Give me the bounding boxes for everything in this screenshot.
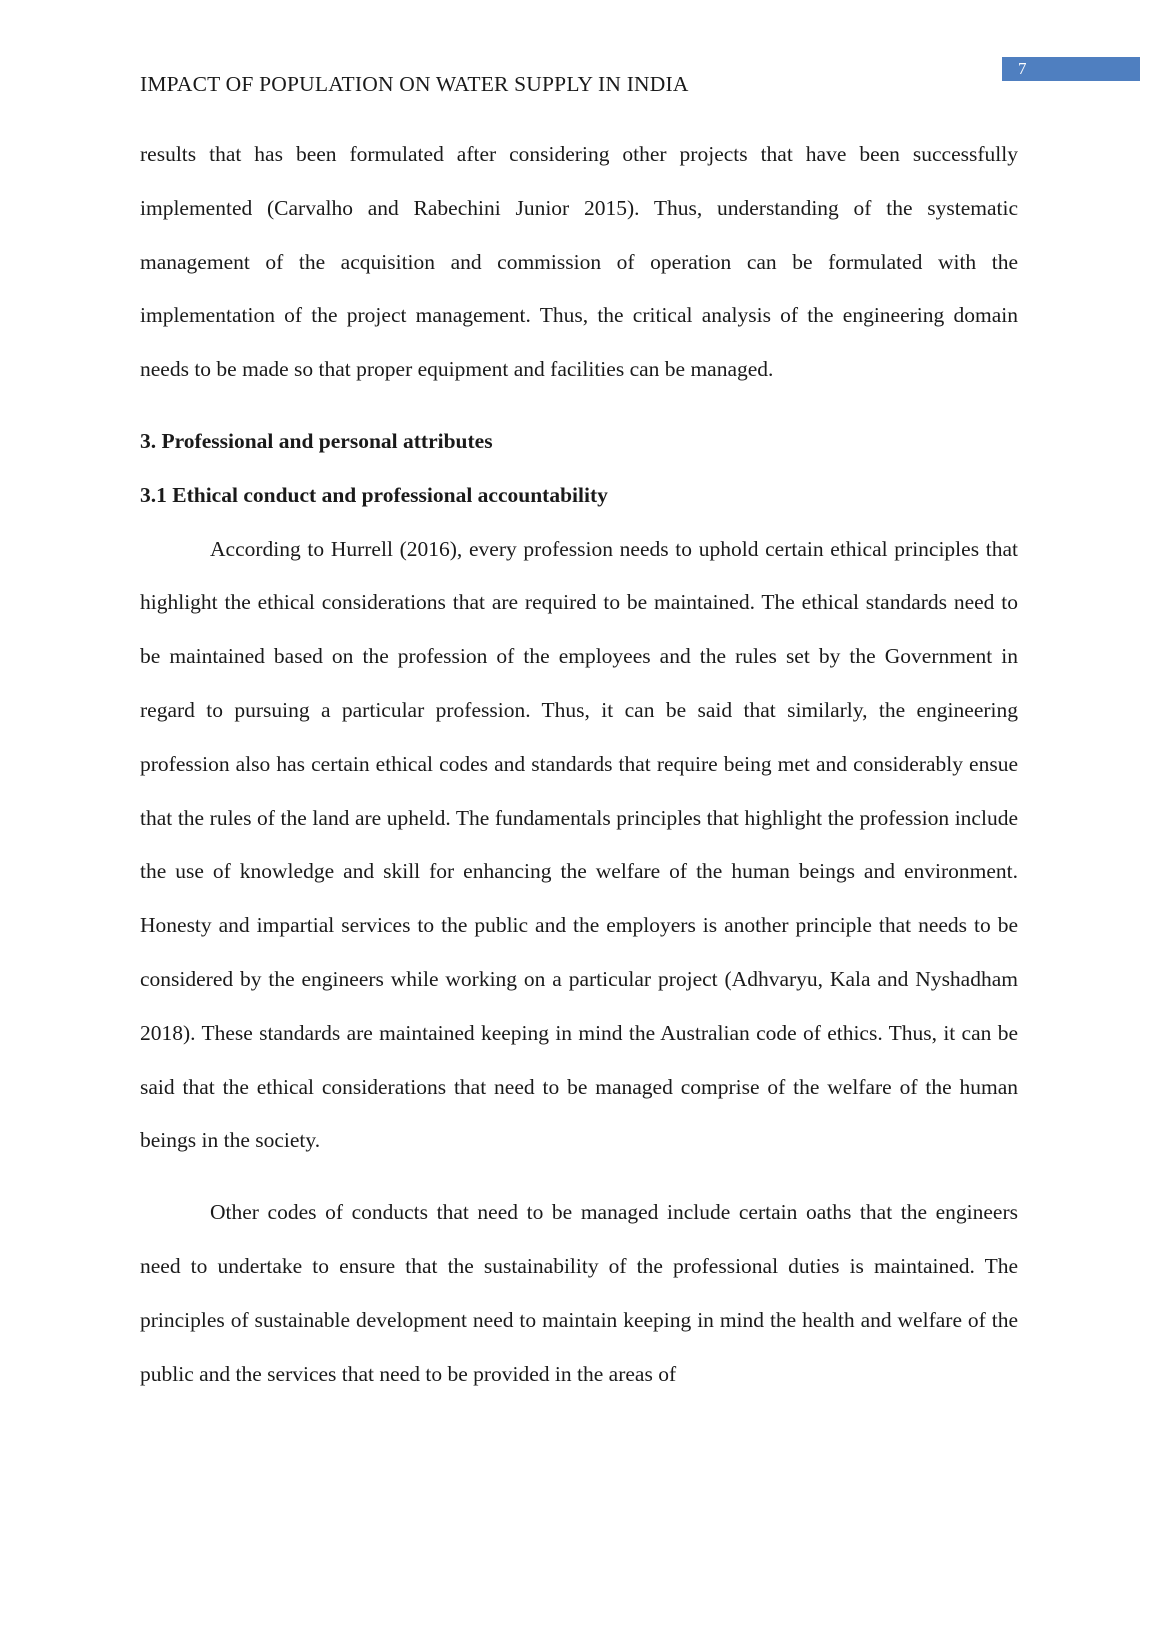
- page-number: 7: [1018, 59, 1027, 78]
- paragraph-codes: Other codes of conducts that need to be managed include certain oaths that the engineers need to undertake to ensure that the sustainability of the professional duties is maintained. The principles of sustainable development need to maintain keeping in mind the health and welfare of the public and the services that need to be provided in the areas of: [140, 1200, 1018, 1386]
- document-body: [140, 128, 1018, 1401]
- page-number-badge: [1002, 57, 1140, 81]
- paragraph-continued: results that has been formulated after considering other projects that have been successfully implemented (Carvalho and Rabechini Junior 2015). Thus, understanding of the systematic management of the acquisition and commission of operation can be formulated with the implementation of the project management. Thus, the critical analysis of the engineering domain needs to be made so that proper equipment and facilities can be managed.: [140, 142, 1018, 382]
- paragraph-ethics: According to Hurrell (2016), every profession needs to uphold certain ethical principles that highlight the ethical considerations that are required to be maintained. The ethical standards need to be maintained based on the profession of the employees and the rules set by the Government in regard to pursuing a particular profession. Thus, it can be said that similarly, the engineering profession also has certain ethical codes and standards that require being met and considerably ensue that the rules of the land are upheld. The fundamentals principles that highlight the profession include the use of knowledge and skill for enhancing the welfare of the human beings and environment. Honesty and impartial services to the public and the employers is another principle that needs to be considered by the engineers while working on a particular project (Adhvaryu, Kala and Nyshadham 2018). These standards are maintained keeping in mind the Australian code of ethics. Thus, it can be said that the ethical considerations that need to be managed comprise of the welfare of the human beings in the society.: [140, 536, 1018, 1153]
- running-head: IMPACT OF POPULATION ON WATER SUPPLY IN INDIA: [140, 72, 689, 96]
- subsection-heading: 3.1 Ethical conduct and professional accountability: [140, 482, 608, 507]
- section-heading: 3. Professional and personal attributes: [140, 428, 493, 453]
